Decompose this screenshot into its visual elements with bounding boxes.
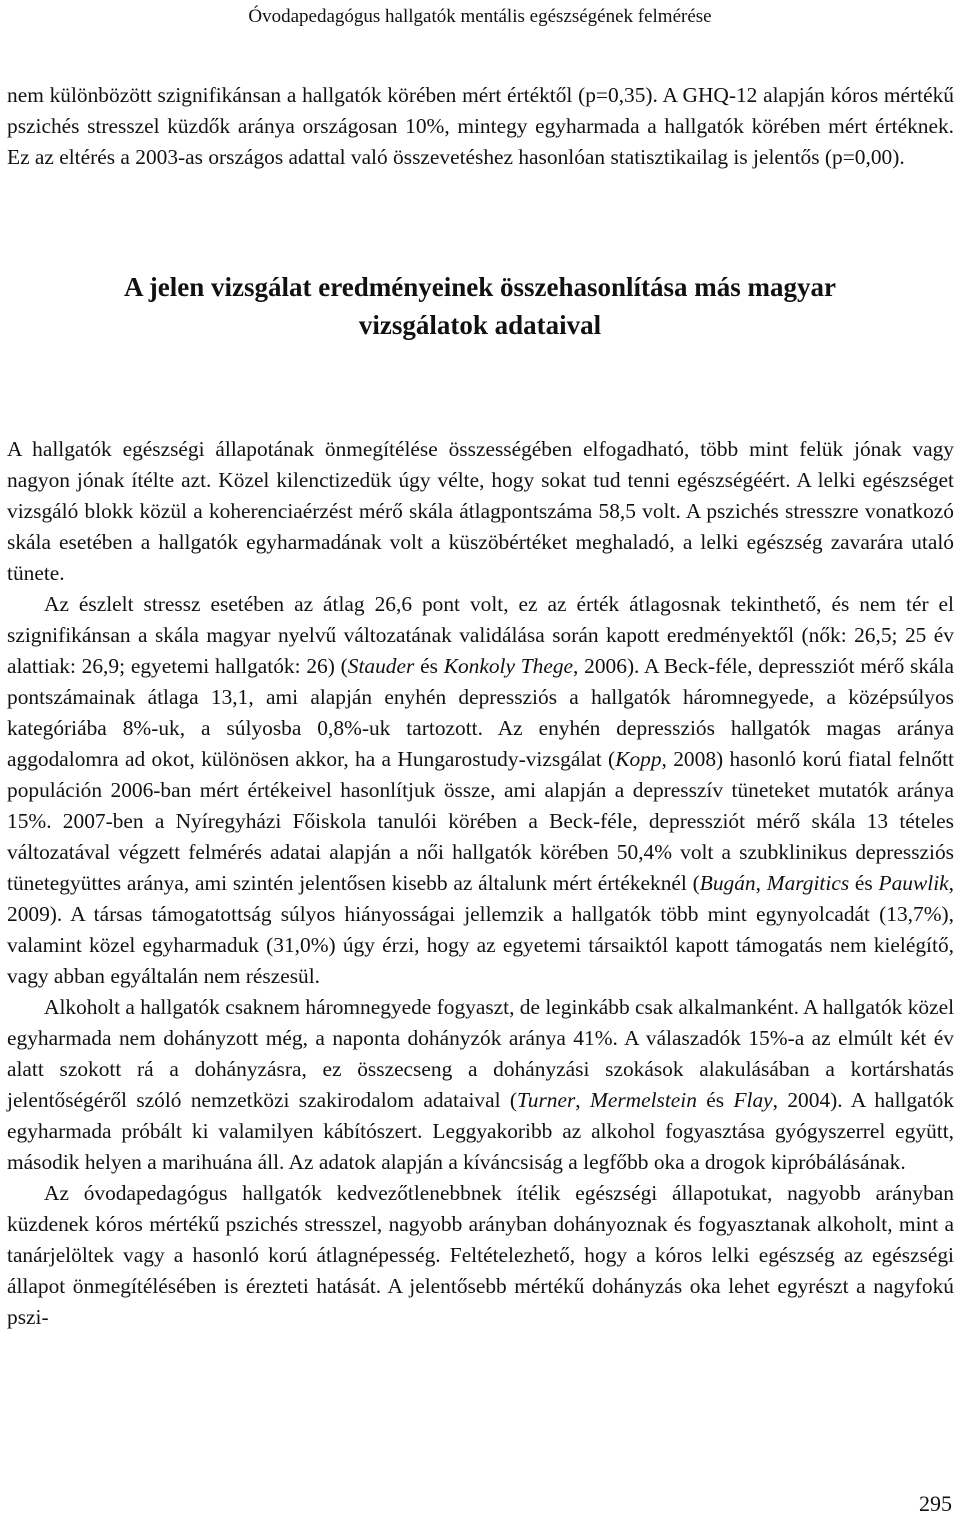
section-title-line-2: vizsgálatok adataival [358,310,602,340]
citation-author: Pauwlik [878,871,949,895]
citation-author: Flay [733,1088,773,1112]
p2-text-3: , 2006). A Beck-féle, depressziót mérő skála pontszámainak átlaga 13,1, ami alapján enyhén depressziós a hallgatók háromnegyede, a középsúlyos kategóriába 8%-uk, a súlyosba 0,8%-uk tartozott. Az enyhén depressziós hallgatók magas aránya aggodalomra ad okot, különösen akkor, ha a Hungarostudy-vizsgálat ( [7,654,954,771]
intro-block [7,80,954,173]
citation-author: Stauder [347,654,415,678]
body-paragraph-2 [7,589,954,992]
body-paragraph-3 [7,992,954,1178]
body-paragraph-4: Az óvodapedagógus hallgatók kedvezőtlenebbnek ítélik egészségi állapotukat, nagyobb arányban küzdenek kóros mértékű pszichés stresszel, nagyobb arányban dohányoznak és fogyasztanak alkoholt, mint a tanárjelöltek vagy a hasonló korú átlagnépesség. Feltételezhető, hogy a kóros lelki egészség az egészségi állapot önmegítélésében is érezteti hatását. A jelentősebb mértékű dohányzás oka lehet egyrészt a nagyfokú pszi- [7,1181,954,1329]
page-number: 295 [919,1491,952,1516]
p2-text-6: és [849,871,879,895]
p3-text-4: , 2004). A hallgatók egyharmada próbált ki valamilyen kábítószert. Leggyakoribb az alkohol fogyasztása gyógyszerrel együtt, második helyen a marihuána áll. Az adatok alapján a kíváncsiság a legfőbb oka a drogok kipróbálásának. [7,1088,955,1174]
p2-text-7: , 2009). A társas támogatottság súlyos hiányosságai jellemzik a hallgatók több mint egynyolcadát (13,7%), valamint közel egyharmaduk (31,0%) úgy érzi, hogy az egyetemi társaiktól kapott támogatás nem kielégítő, vagy abban egyáltalán nem részesül. [7,871,954,988]
p3-text-3: és [696,1088,734,1112]
section-title-line-1: A jelen vizsgálat eredményeinek összehasonlítása más magyar [124,272,836,302]
citation-author: Mermelstein [590,1088,697,1112]
citation-author: Konkoly Thege [443,654,574,678]
p2-text-1: Az észlelt stressz esetében az átlag 26,6 pont volt, ez az érték átlagosnak tekinthető, és nem tér el szignifikánsan a skála magyar nyelvű változatának validálása során kapott eredményektől (nők: 26,5; 25 év alattiak: 26,9; egyetemi hallgatók: 26) ( [7,592,954,678]
p3-text-1: Alkoholt a hallgatók csaknem háromnegyede fogyaszt, de leginkább csak alkalmanként. A hallgatók közel egyharmada nem dohányzott még, a naponta dohányzók aránya 41%. A válaszadók 15%-a az elmúlt két év alatt szokott rá a dohányzásra, ez összecseng a dohányzási szokások alakulásában a kortárshatás jelentőségéről szóló nemzetközi szakirodalom adataival ( [7,995,955,1112]
p2-text-2: és [414,654,444,678]
main-text-block [7,434,954,1333]
citation-author: Turner [517,1088,576,1112]
p3-text-2: , [575,1088,590,1112]
citation-author: Margitics [766,871,850,895]
p2-text-4: , 2008) hasonló korú fiatal felnőtt populáción 2006-ban mért értékeivel hasonlítjuk össze, ami alapján a depresszív tüneteket mutatók aránya 15%. 2007-ben a Nyíregyházi Főiskola tanulói körében a Beck-féle, depressziót mérő skála 13 tételes változatával végzett felmérés adatai alapján a női hallgatók körében 50,4% volt a szubklinikus depressziós tünetegyüttes aránya, ami szintén jelentősen kisebb az általunk mért értékeknél ( [7,747,954,895]
intro-paragraph: nem különbözött szignifikánsan a hallgatók körében mért értéktől (p=0,35). A GHQ-12 alapján kóros mértékű pszichés stresszel küzdők aránya országosan 10%, mintegy egyharmada a hallgatók körében mért értéknek. Ez az eltérés a 2003-as országos adattal való összevetéshez hasonlóan statisztikailag is jelentős (p=0,00). [7,83,954,169]
citation-author: Kopp [615,747,662,771]
body-paragraph-1: A hallgatók egészségi állapotának önmegítélése összességében elfogadható, több mint felük jónak vagy nagyon jónak ítélte azt. Közel kilenctizedük úgy vélte, hogy sokat tud tenni egészségéért. A lelki egészséget vizsgáló blokk közül a koherenciaérzést mérő skála átlagpontszáma 58,5 volt. A pszichés stresszre vonatkozó skála esetében a hallgatók egyharmadának volt a küszöbértéket meghaladó, a lelki egészség zavarára utaló tünete. [7,437,954,585]
running-header: Óvodapedagógus hallgatók mentális egészségének felmérése [248,6,712,27]
section-title [0,268,960,344]
p2-text-5: , [755,871,767,895]
citation-author: Bugán [699,871,756,895]
